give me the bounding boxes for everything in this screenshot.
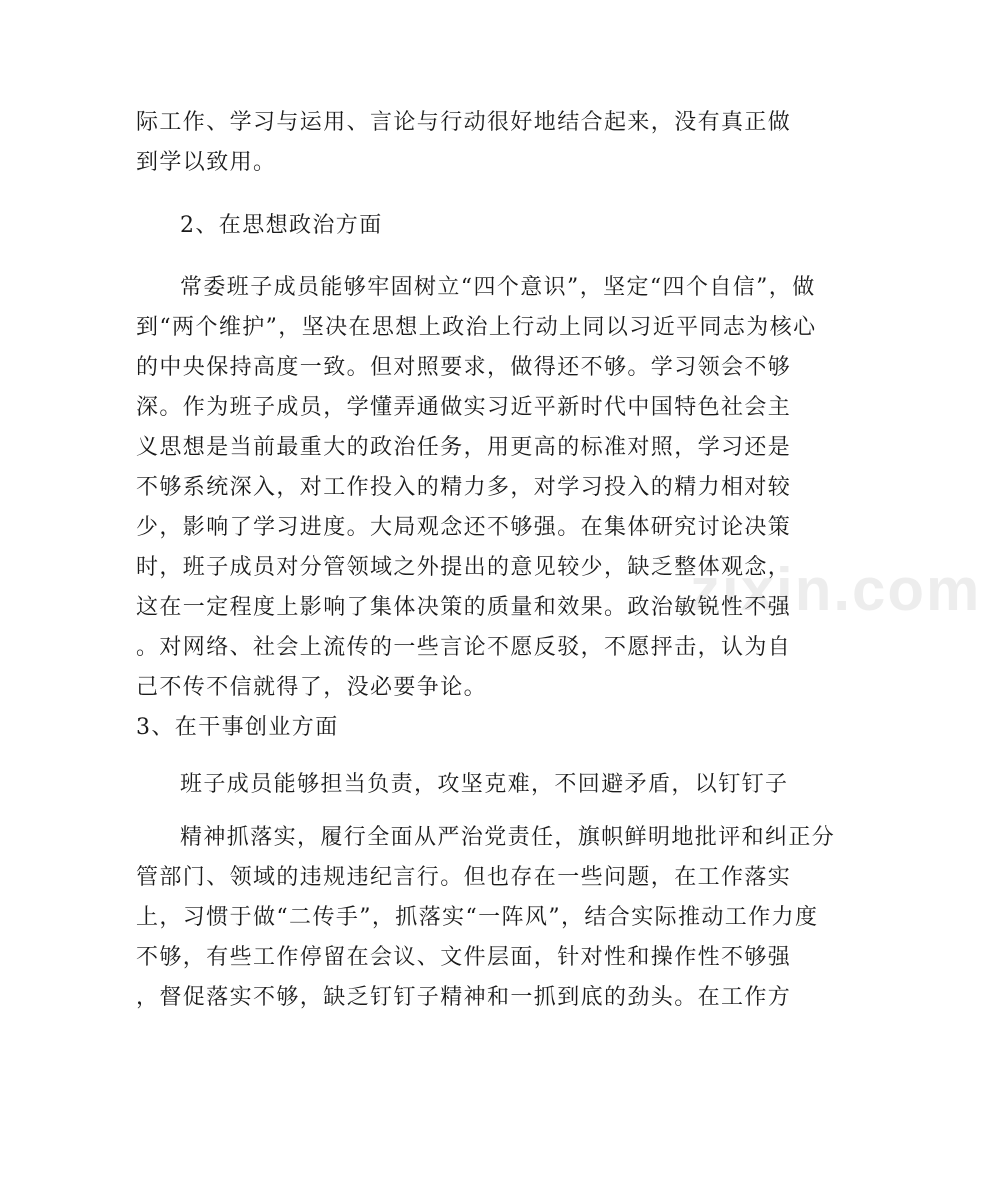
paragraph-line: ，督促落实不够，缺乏钉钉子精神和一抓到底的劲头。在工作方 [136, 985, 792, 1010]
paragraph-line: 的中央保持高度一致。但对照要求，做得还不够。学习领会不够 [136, 355, 792, 380]
watermark: zixin.com [690, 556, 981, 623]
paragraph-line: 到学以致用。 [136, 150, 277, 175]
paragraph-line: 少，影响了学习进度。大局观念还不够强。在集体研究讨论决策 [136, 515, 792, 540]
paragraph-line: 到“两个维护”，坚决在思想上政治上行动上同以习近平同志为核心 [136, 315, 817, 340]
paragraph-line: 际工作、学习与运用、言论与行动很好地结合起来，没有真正做 [136, 110, 792, 135]
paragraph-line: 不够，有些工作停留在会议、文件层面，针对性和操作性不够强 [136, 945, 792, 970]
paragraph-line: 时，班子成员对分管领域之外提出的意见较少，缺乏整体观念， [136, 555, 792, 580]
paragraph-line: 不够系统深入，对工作投入的精力多，对学习投入的精力相对较 [136, 475, 792, 500]
paragraph-line: 义思想是当前最重大的政治任务，用更高的标准对照，学习还是 [136, 435, 792, 460]
paragraph-line: 己不传不信就得了，没必要争论。 [136, 675, 488, 700]
paragraph-line: 深。作为班子成员，学懂弄通做实习近平新时代中国特色社会主 [136, 395, 792, 420]
section-heading: 2、在思想政治方面 [180, 213, 383, 238]
paragraph-line: 3、在干事创业方面 [136, 715, 339, 740]
paragraph-line: 精神抓落实，履行全面从严治党责任，旗帜鲜明地批评和纠正分 [180, 825, 836, 850]
paragraph-line: 这在一定程度上影响了集体决策的质量和效果。政治敏锐性不强 [136, 595, 792, 620]
paragraph-line: 。对网络、社会上流传的一些言论不愿反驳，不愿抨击，认为自 [136, 635, 792, 660]
paragraph-line: 上，习惯于做“二传手”，抓落实“一阵风”，结合实际推动工作力度 [136, 905, 819, 930]
paragraph-line: 管部门、领域的违规违纪言行。但也存在一些问题，在工作落实 [136, 865, 792, 890]
section-heading: 班子成员能够担当负责，攻坚克难，不回避矛盾，以钉钉子 [180, 772, 789, 797]
paragraph-line: 常委班子成员能够牢固树立“四个意识”，坚定“四个自信”，做 [180, 275, 816, 300]
